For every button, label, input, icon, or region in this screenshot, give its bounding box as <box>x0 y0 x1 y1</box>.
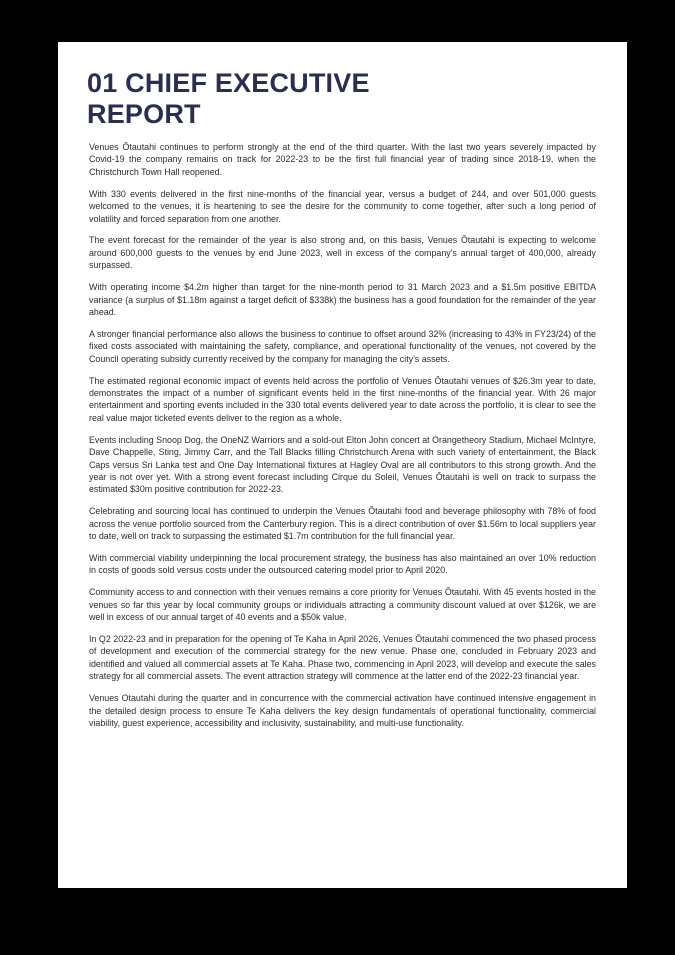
paragraph: With operating income $4.2m higher than target for the nine-month period to 31 March 2023 and a $1.5m positive EBITDA variance (a surplus of $1.18m against a target deficit of $338k) the business has a good foundation for the remainder of the year ahead. <box>89 282 596 317</box>
paragraph: Venues Ōtautahi continues to perform strongly at the end of the third quarter. With the last two years severely impacted by Covid-19 the company remains on track for 2022-23 to be the first full financial year of trading since 2018-19, when the Christchurch Town Hall reopened. <box>89 142 596 177</box>
paragraph: Events including Snoop Dog, the OneNZ Warriors and a sold-out Elton John concert at Orangetheory Stadium, Michael McIntyre, Dave Chappelle, Sting, Jimmy Carr, and the Tall Blacks filling Christchurch Arena with such variety of entertainment, the Black Caps versus Sri Lanka test and One Day International fixtures at Hagley Oval are all contributors to this strong growth. And the year is not over yet. With a strong event forecast including Cirque du Soleil, Venues Ōtautahi is well on track to surpass the estimated $30m positive contribution for 2022-23. <box>89 434 596 495</box>
paragraph: The event forecast for the remainder of the year is also strong and, on this basis, Venues Ōtautahi is expecting to welcome around 600,000 guests to the venues by end June 2023, well in excess of the company's annual target of 400,000, already surpassed. <box>89 235 596 271</box>
paragraph: Community access to and connection with their venues remains a core priority for Venues Ōtautahi. With 45 events hosted in the venues so far this year by local community groups or individuals attracting a community discount valued at over $126k, we are well in excess of our annual target of 40 events and a $50k value. <box>89 587 596 623</box>
paragraph: In Q2 2022-23 and in preparation for the opening of Te Kaha in April 2026, Venues Ōtautahi commenced the two phased process of development and execution of the commercial strategy for the new venue. Phase one, concluded in February 2023 and identified and valued all commercial assets at Te Kaha. Phase two, commencing in April 2023, will develop and execute the sales strategy for all commercial assets. The event attraction strategy will commence at the latter end of the 2022-23 financial year. <box>89 634 596 682</box>
report-body <box>89 141 596 729</box>
paragraph: With commercial viability underpinning the local procurement strategy, the business has also maintained an over 10% reduction in costs of goods sold versus costs under the outsourced catering model prior to April 2020. <box>89 552 596 576</box>
report-page <box>58 42 627 888</box>
title-line-1: 01 CHIEF EXECUTIVE <box>87 68 370 98</box>
paragraph: Venues Otautahi during the quarter and in concurrence with the commercial activation have continued intensive engagement in the detailed design process to ensure Te Kaha delivers the key design fundamentals of operational functionality, commercial viability, guest experience, accessibility and inclusivity, sustainability, and multi-use functionality. <box>89 693 596 728</box>
paragraph: With 330 events delivered in the first nine-months of the financial year, versus a budget of 244, and over 501,000 guests welcomed to the venues, it is heartening to see the desire for the community to come together, after such a long period of volatility and forced separation from one another. <box>89 188 596 224</box>
paragraph: The estimated regional economic impact of events held across the portfolio of Venues Ōtautahi venues of $26.3m year to date, demonstrates the impact of a number of significant events held in the first nine-months of the financial year. With 26 major entertainment and sporting events included in the 330 total events delivered year to date across the portfolio, it is clear to see the real value major ticketed events deliver to the region as a whole. <box>89 375 596 423</box>
page-title <box>87 68 596 130</box>
paragraph: A stronger financial performance also allows the business to continue to offset around 32% (increasing to 43% in FY23/24) of the fixed costs associated with maintaining the safety, compliance, and operational functionality of the venues, not covered by the Council operating subsidy currently received by the company for managing the city's assets. <box>89 328 596 364</box>
paragraph: Celebrating and sourcing local has continued to underpin the Venues Ōtautahi food and beverage philosophy with 78% of food across the venue portfolio sourced from the Canterbury region. This is a direct contribution of over $1.56m to local suppliers year to date, well on track to surpassing the estimated $1.7m contribution for the full financial year. <box>89 506 596 542</box>
title-line-2: REPORT <box>87 99 201 129</box>
